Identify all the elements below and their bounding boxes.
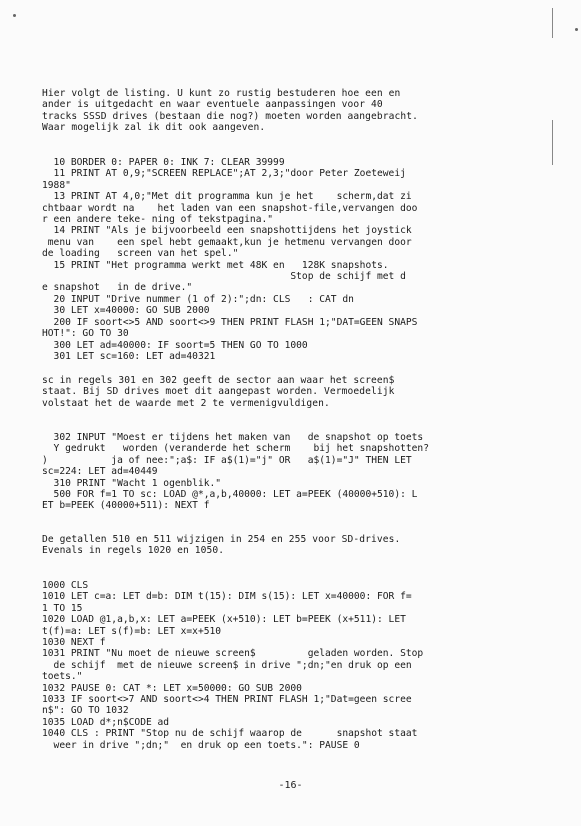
code-line: 1988"	[42, 179, 71, 191]
code-line: 300 LET ad=40000: IF soort=5 THEN GO TO 1000	[42, 339, 308, 351]
text-line: volstaat het de waarde met 2 te vermenigvuldigen.	[42, 397, 330, 409]
listing-block-2	[42, 432, 557, 512]
code-line: 1035 LOAD d*;n$CODE ad	[42, 716, 170, 728]
text-line: Hier volgt de listing. U kunt zo rustig bestuderen hoe een en	[42, 88, 401, 99]
text-line: sc in regels 301 en 302 geeft de sector aan waar het screen$	[42, 375, 395, 386]
scan-speck	[13, 14, 16, 17]
code-line: t(f)=a: LET s(f)=b: LET x=x+510	[42, 625, 222, 637]
page-number: -16-	[278, 780, 303, 791]
code-line: 1 TO 15	[42, 602, 83, 614]
code-line: e snapshot in de drive."	[42, 282, 193, 294]
code-line: chtbaar wordt na het laden van een snapshot-file,vervangen doo	[42, 202, 418, 214]
text-line: staat. Bij SD drives moet dit aangepast worden. Vermoedelijk	[42, 386, 395, 398]
text-line: Evenals in regels 1020 en 1050.	[42, 545, 225, 557]
text-line: Waar mogelijk zal ik dit ook aangeven.	[42, 122, 266, 134]
code-line: r een andere teke- ning of tekstpagina."	[42, 214, 274, 226]
listing-block-3	[42, 580, 557, 751]
code-line: ) ja of nee:";a$: IF a$(1)="j" OR a$(1)="J" THEN LET	[42, 454, 412, 466]
code-line: 1030 NEXT f	[42, 637, 106, 649]
code-line: n$": GO TO 1032	[42, 705, 129, 717]
note-paragraph	[42, 534, 547, 557]
code-line: ET b=PEEK (40000+511): NEXT f	[42, 500, 210, 512]
code-line: 15 PRINT "Het programma werkt met 48K en 128K snapshots.	[42, 259, 389, 271]
code-line: sc=224: LET ad=40449	[42, 466, 158, 478]
code-line: 20 INPUT "Drive nummer (1 of 2):";dn: CLS : CAT dn	[42, 293, 354, 305]
intro-paragraph	[42, 88, 547, 134]
code-line: 302 INPUT "Moest er tijdens het maken van de snapshot op toets	[42, 432, 424, 443]
code-line: 13 PRINT AT 4,0;"Met dit programma kun je het scherm,dat zi	[42, 191, 412, 203]
code-line: 1010 LET c=a: LET d=b: DIM t(15): DIM s(15): LET x=40000: FOR f=	[42, 591, 412, 603]
margin-mark	[552, 8, 553, 38]
code-line: 11 PRINT AT 0,9;"SCREEN REPLACE";AT 2,3;"door Peter Zoeteweij	[42, 168, 406, 180]
code-line: 14 PRINT "Als je bijvoorbeeld een snapshottijdens het joystick	[42, 225, 412, 237]
code-line: HOT!": GO TO 30	[42, 328, 129, 340]
code-line: 1032 PAUSE 0: CAT *: LET x=50000: GO SUB 2000	[42, 682, 302, 694]
code-line: 301 LET sc=160: LET ad=40321	[42, 350, 216, 362]
code-line: Stop de schijf met d	[42, 271, 406, 283]
code-line: toets."	[42, 671, 83, 683]
code-line: 1031 PRINT "Nu moet de nieuwe screen$ geladen worden. Stop	[42, 648, 424, 660]
middle-paragraph	[42, 375, 547, 409]
code-line: 1033 IF soort<>7 AND soort<>4 THEN PRINT FLASH 1;"Dat=geen scree	[42, 694, 412, 706]
code-line: 200 IF soort<>5 AND soort<>9 THEN PRINT FLASH 1;"DAT=GEEN SNAPS	[42, 316, 418, 328]
text-line: ander is uitgedacht en waar eventuele aanpassingen voor 40	[42, 99, 383, 111]
listing-block-1	[42, 157, 557, 362]
code-line: 10 BORDER 0: PAPER 0: INK 7: CLEAR 39999	[42, 157, 285, 168]
code-line: 310 PRINT "Wacht 1 ogenblik."	[42, 477, 222, 489]
code-line: 1040 CLS : PRINT "Stop nu de schijf waarop de snapshot staat	[42, 728, 418, 740]
code-line: 1020 LOAD @1,a,b,x: LET a=PEEK (x+510): LET b=PEEK (x+511): LET	[42, 614, 406, 626]
code-line: 500 FOR f=1 TO sc: LOAD @*,a,b,40000: LET a=PEEK (40000+510): L	[42, 489, 418, 501]
code-line: 1000 CLS	[42, 580, 89, 591]
code-line: weer in drive ";dn;" en druk op een toets.": PAUSE 0	[42, 739, 360, 751]
code-line: menu van een spel hebt gemaakt,kun je hetmenu vervangen door	[42, 236, 412, 248]
code-line: de loading screen van het spel."	[42, 248, 239, 260]
code-line: 30 LET x=40000: GO SUB 2000	[42, 305, 210, 317]
scan-speck	[575, 28, 578, 31]
code-line: de schijf met de nieuwe screen$ in drive ";dn;"en druk op een	[42, 659, 412, 671]
text-line: tracks SSSD drives (bestaan die nog?) moeten worden aangebracht.	[42, 110, 419, 122]
text-line: De getallen 510 en 511 wijzigen in 254 en 255 voor SD-drives.	[42, 534, 401, 545]
code-line: Y gedrukt worden (veranderde het scherm bij het snapshotten?	[42, 443, 429, 455]
